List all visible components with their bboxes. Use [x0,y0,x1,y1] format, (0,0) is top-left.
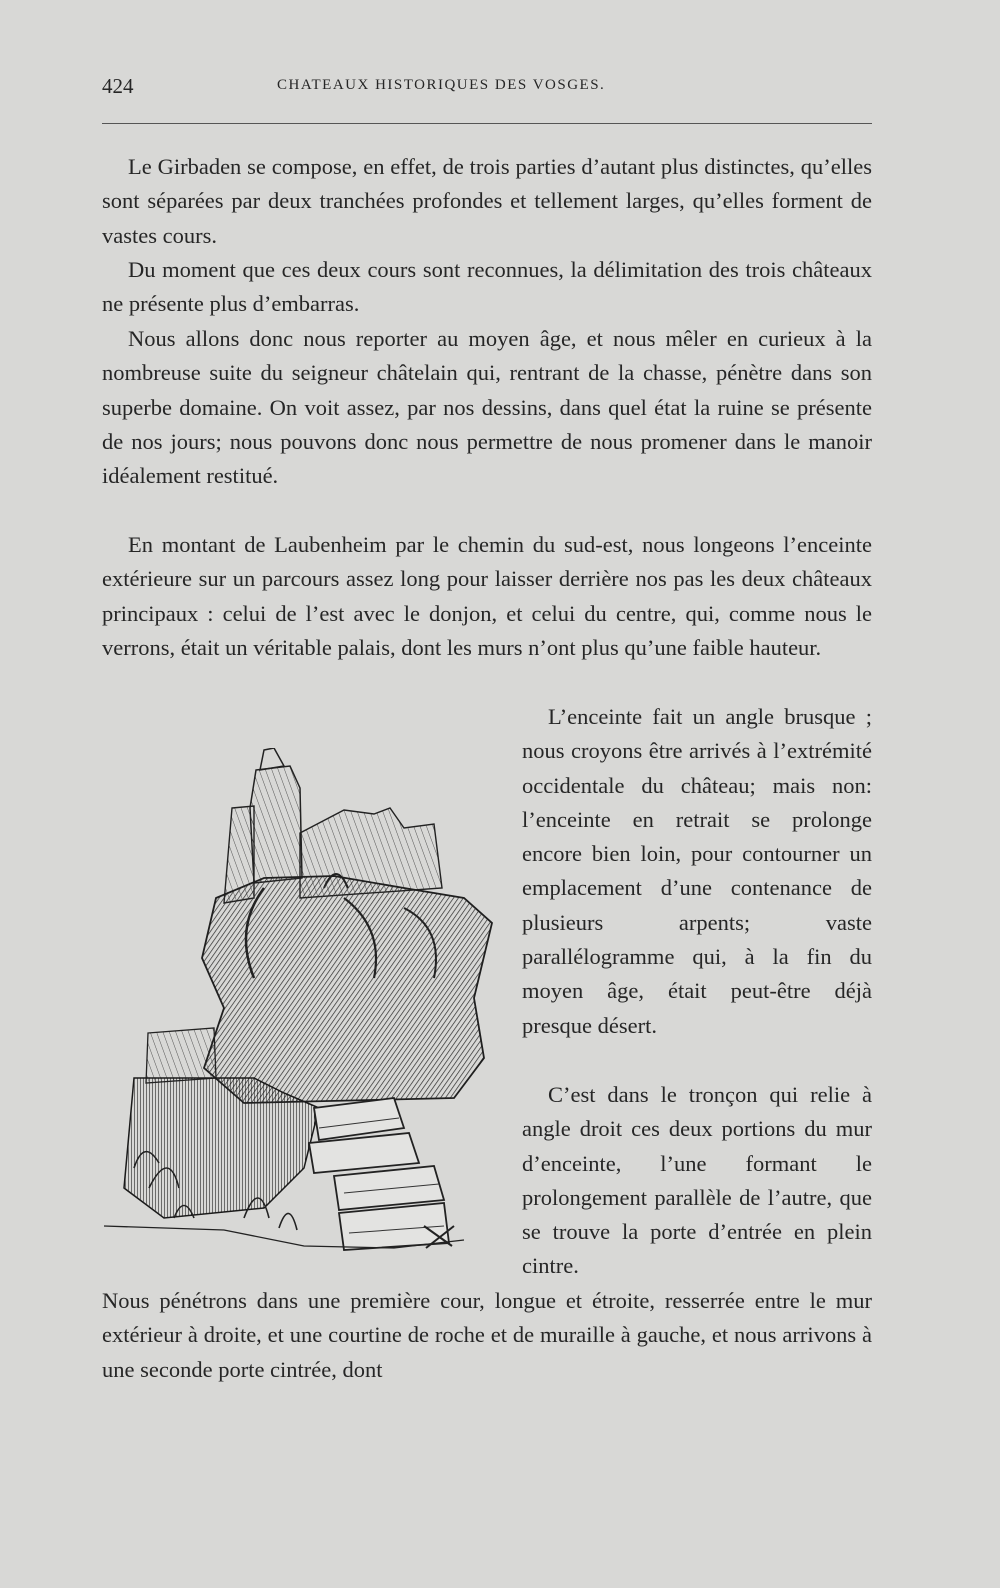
paragraph: En montant de Laubenheim par le chemin du sud-est, nous longeons l’enceinte extérieure sur un parcours assez long pour laisser derrière nos pas les deux châteaux principaux : celui de l’est avec le donjon, et celui du centre, qui, comme nous le verrons, était un véritable palais, dont les murs n’ont plus qu’une faible hauteur. [102,532,872,660]
header-rule [102,123,872,124]
paragraph: Nous pénétrons dans une première cour, longue et étroite, resserrée entre le mur extérieur à droite, et une courtine de roche et de muraille à gauche, et nous arrivons à une seconde porte cintrée, dont [102,1288,872,1382]
page-header [102,74,872,104]
page-number: 424 [102,74,134,98]
paragraph: L’enceinte fait un angle brusque ; nous croyons être arrivés à l’extrémité occidentale du château; mais non: l’enceinte en retrait se prolonge encore bien loin, pour contourner un emplacement d’une contenance de plusieurs arpents; vaste parallélogramme qui, à la fin du moyen âge, était peut-être déjà presque désert. [522,704,872,1038]
castle-ruin-engraving [104,748,494,1258]
paragraph: Nous allons donc nous reporter au moyen âge, et nous mêler en curieux à la nombreuse suite du seigneur châtelain qui, rentrant de la chasse, pénètre dans son superbe domaine. On voit assez, par nos dessins, dans quel état la ruine se présente de nos jours; nous pouvons donc nous permettre de nous promener dans le manoir idéalement restitué. [102,326,872,489]
running-title: CHATEAUX HISTORIQUES DES VOSGES. [277,77,606,93]
paragraph: Le Girbaden se compose, en effet, de trois parties d’autant plus distinctes, qu’elles sont séparées par deux tranchées profondes et tellement larges, qu’elles forment de vastes cours. [102,154,872,248]
paragraph: Du moment que ces deux cours sont reconnues, la délimitation des trois châteaux ne présente plus d’embarras. [102,257,872,317]
paragraph: C’est dans le tronçon qui relie à angle droit ces deux portions du mur d’enceinte, l’une formant le prolongement parallèle de l’autre, que se trouve la porte d’entrée en plein cintre. [522,1082,872,1279]
